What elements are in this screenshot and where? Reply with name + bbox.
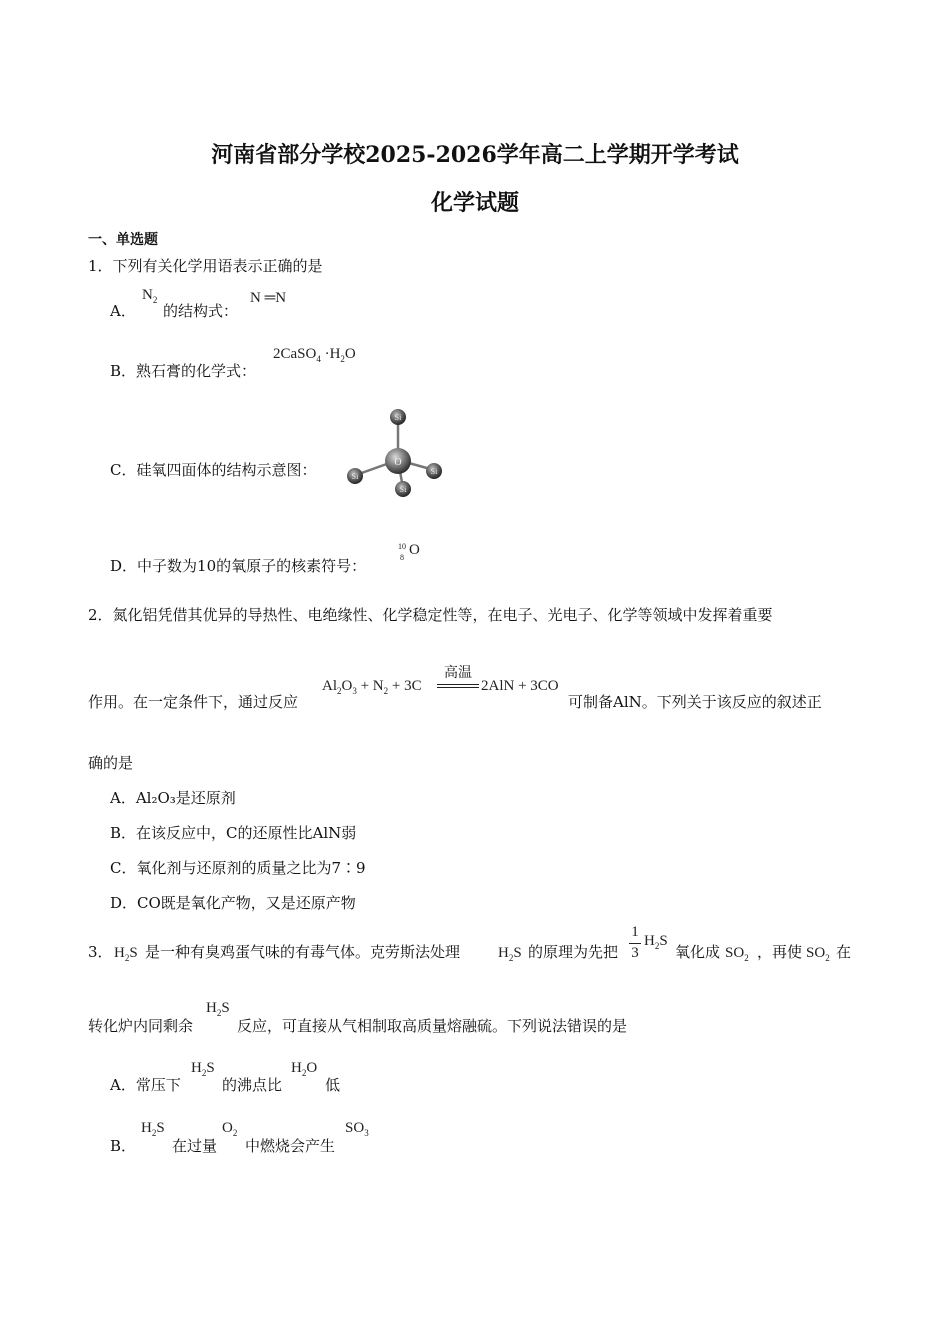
q1-b-formula: 2CaSO$_4$ $\cdot H_2O$ [273,346,356,364]
q1-d-symbol: O [409,542,420,558]
svg-text:Si: Si [399,485,407,494]
q2-option-c [110,857,366,878]
question-number: 2． [88,606,113,624]
question-2-stem-line1: 2．氮化铝凭借其优异的导热性、电绝缘性、化学稳定性等，在电子、光电子、化学等领域中发挥着重要 [88,606,773,624]
question-text: 下列有关化学用语表示正确的是 [112,257,323,275]
option-label: A． [110,789,136,807]
option-label: A． [110,302,136,320]
q1-option-b [110,360,256,381]
option-label: C． [110,859,137,877]
q3-line2-post: 反应，可直接从气相制取高质量熔融硫。下列说法错误的是 [237,1017,628,1035]
q3-fraction-denominator: 3 [631,945,639,961]
question-2-line2-pre: 作用。在一定条件下，通过反应 [88,693,299,711]
svg-text:Si: Si [394,413,402,422]
q3-text-1: 是一种有臭鸡蛋气味的有毒气体。克劳斯法处理 [145,943,461,961]
option-text: 氧化剂与还原剂的质量之比为7∶9 [136,859,366,877]
question-2-line3: 确的是 [88,754,134,772]
q3-b-o2: $O_2$ [222,1120,238,1138]
q2-option-b [110,822,356,843]
q3-h2s-2: $H_2S$ [498,945,522,963]
option-text: 在该反应中，C的还原性比AlN弱 [136,824,357,842]
q3-a-text-3: 低 [325,1076,341,1094]
q1-d-mass-number: 10 [398,542,406,551]
section-heading: 一、单选题 [88,232,158,248]
q3-h2s-1: $H_2S$ [114,945,138,963]
q2-equation-condition: 高温 [444,665,472,681]
option-label: B． [110,824,137,842]
o-atom-center [385,448,411,474]
page-subtitle: 化学试题 [430,190,519,216]
q3-b-text-1: 在过量 [172,1137,218,1155]
svg-text:Si: Si [430,467,438,476]
q3-text-3: 氧化成 [675,943,721,961]
q3-fraction-numerator: 1 [631,924,639,940]
q3-b-text-2: 中燃烧会产生 [245,1137,336,1155]
si-atom-right [426,463,442,479]
option-text: 硅氧四面体的结构示意图： [136,461,317,479]
q3-so2-1: $SO_2$ [725,945,749,963]
option-text: 熟石膏的化学式： [136,362,257,380]
option-text: CO既是氧化产物，又是还原产物 [137,894,356,912]
q1-d-atomic-number: 8 [400,553,404,562]
q3-a-h2o: $H_2O$ [291,1060,318,1078]
q3-option-a: A．常压下 [110,1076,181,1094]
q3-a-text-2: 的沸点比 [222,1076,283,1094]
option-text: Al₂O₃是还原剂 [135,789,236,807]
si-atom-left [347,468,363,484]
question-number: 1． [88,257,113,275]
option-text: 中子数为10的氧原子的核素符号： [137,557,367,575]
option-label: D． [110,894,138,912]
q2-equation-left: $Al_2O_3 + N_2 + 3C$ [322,678,422,696]
q3-h2s-3: $H_2S$ [644,933,668,951]
svg-text:Si: Si [351,472,359,481]
question-1-stem [88,255,323,276]
q3-text-2: 的原理为先把 [528,943,619,961]
option-label: D． [110,557,138,575]
q2-option-a [110,787,236,808]
q1-option-c [110,459,317,480]
svg-text:O: O [394,457,402,468]
si-atom-top [390,409,406,425]
q1-option-d [110,555,366,576]
q3-fraction-bar [629,943,641,944]
option-label: C． [110,461,137,479]
option-label: A． [110,1076,136,1094]
q1-option-a [110,300,136,321]
q3-a-h2s: $H_2S$ [191,1060,215,1078]
q3-so2-2: $SO_2$ [806,945,830,963]
question-2-line2-post: 可制备AlN。下列关于该反应的叙述正 [568,693,822,711]
option-label: B． [110,362,137,380]
q2-option-d [110,892,356,913]
q3-b-h2s: $H_2S$ [141,1120,165,1138]
silicon-oxygen-tetrahedron-diagram [340,403,450,503]
q1-a-formula-n2: $N_2$ [142,287,158,305]
q3-h2s-4: $H_2S$ [206,1000,230,1018]
q3-line2-pre: 转化炉内同剩余 [88,1017,194,1035]
question-3-number: 3． [88,943,113,961]
q3-text-4: ，再使 [757,943,803,961]
q1-a-formula-structure: N ═N [250,290,287,306]
q3-b-so3: $SO_3$ [345,1120,369,1138]
q3-option-b [110,1135,136,1156]
q2-equation-bar-top [437,684,479,685]
si-atom-bottom [395,481,411,497]
q2-equation-right: 2AlN + 3CO [481,678,559,694]
q3-text-5: 在 [836,943,852,961]
q2-equation-bar-bottom [437,687,479,688]
page-title: 河南省部分学校2025-2026学年高二上学期开学考试 [211,142,739,168]
option-label: B． [110,1137,137,1155]
q1-a-text: 的结构式： [163,302,239,320]
